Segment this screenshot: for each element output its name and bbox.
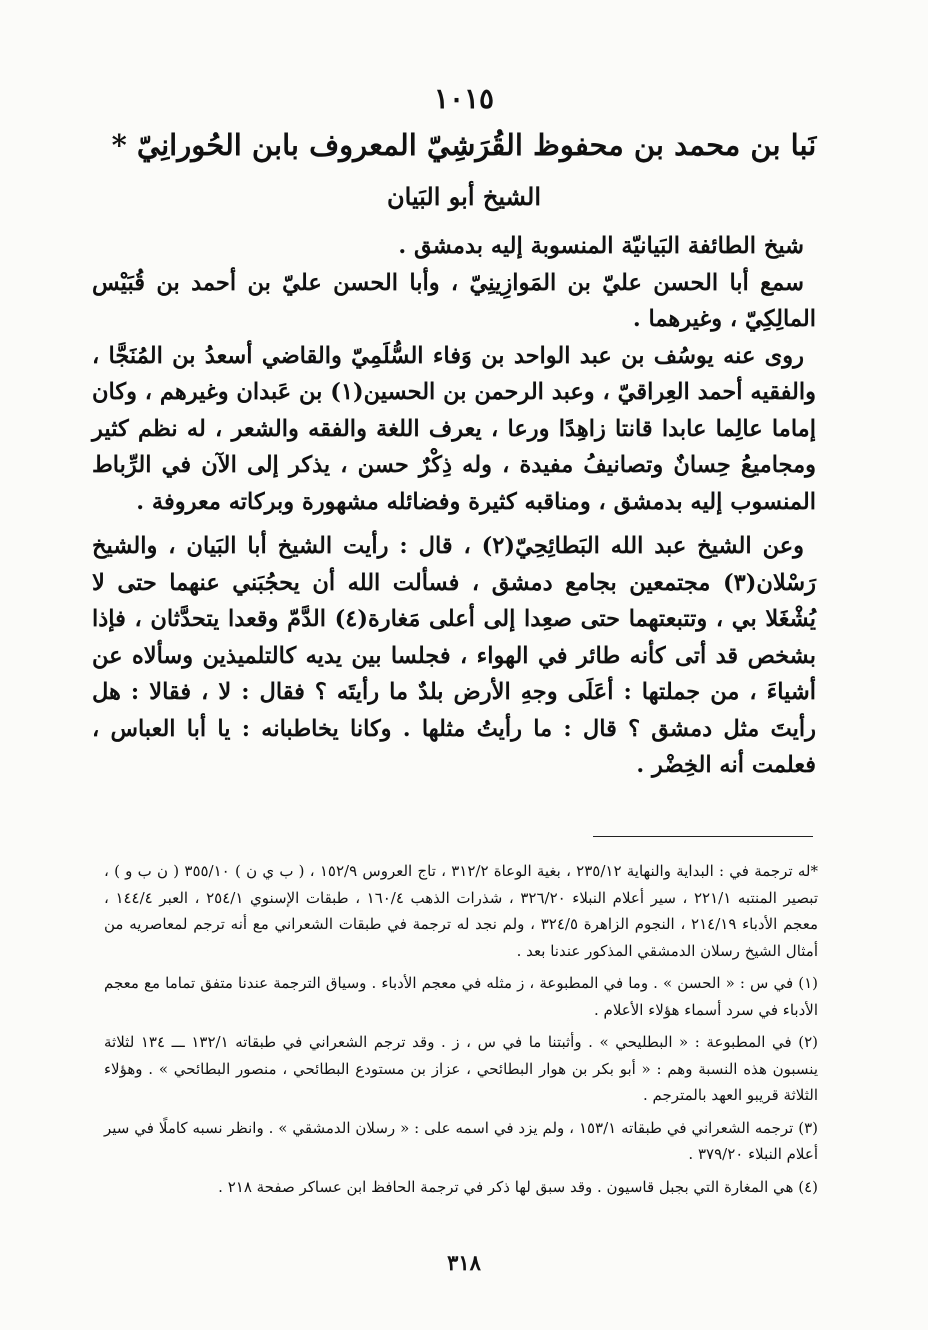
entry-title: نَبا بن محمد بن محفوظ القُرَشِيّ المعروف بابن الحُورانِيّ *	[111, 128, 817, 162]
paragraph: روى عنه يوسُف بن عبد الواحد بن وَفاء السُّلَمِيّ والقاضي أسعدُ بن المُنَجَّا ، والفقيه أحمد العِراقيّ ، وعبد الرحمن بن الحسين(١) بن عَبدان وغيرهم ، وكان إماما عالِما عابدا قانتا زاهِدًا ورعا ، يعرف اللغة والفقه والشعر ، له نظم كثير ومجاميعُ حِسانٌ وتصانيفُ مفيدة ، وله ذِكْرٌ حسن ، يذكر إلى الآن في الرِّباط المنسوب إليه بدمشق ، ومناقبه كثيرة وفضائله مشهورة وبركاته معروفة .	[92, 342, 816, 515]
footnote: (١) في س : « الحسن » . وما في المطبوعة ، ز مثله في معجم الأدباء . وسياق الترجمة عندنا متفق تماما مع معجم الأدباء في سرد أسماء هؤلاء الأعلام .	[104, 974, 818, 1019]
entry-subtitle: الشيخ أبو البَيان	[387, 182, 541, 211]
entry-number: ١٠١٥	[433, 82, 495, 115]
footnote-divider	[593, 836, 813, 837]
paragraph: وعن الشيخ عبد الله البَطائِحِيّ(٢) ، قال : رأيت الشيخ أبا البَيان ، والشيخ رَسْلان(٣) مجتمعين بجامع دمشق ، فسألت الله أن يحجُبَني عنهما حتى لا يُشْغَلا بي ، وتتبعتهما حتى صعِدا إلى أعلى مَغارة(٤) الدَّمّ وقعدا يتحدَّثان ، فإذا بشخص قد أتى كأنه طائر في الهواء ، فجلسا بين يديه كالتلميذين وسألاه عن أشياءَ ، من جملتها : أعَلَى وجهِ الأرض بلدٌ ما رأيتَه ؟ فقال : لا ، فقالا : هل رأيتَ مثل دمشق ؟ قال : ما رأيتُ مثلها . وكانا يخاطبانه : يا أبا العباس ، فعلمت أنه الخِضْر .	[92, 533, 816, 778]
paragraph: سمع أبا الحسن عليّ بن المَوازِينِيّ ، وأبا الحسن عليّ بن أحمد بن قُبَيْس المالِكِيّ ، وغيرهما .	[92, 269, 816, 332]
biography-text	[92, 228, 816, 784]
paragraph: شيخ الطائفة البَيانيّة المنسوبة إليه بدمشق .	[398, 233, 804, 259]
footnotes	[104, 858, 818, 1206]
footnote: (٢) في المطبوعة : « البطليحي » . وأثبتنا ما في س ، ز . وقد ترجم الشعراني في طبقاته ١٣٢/١ ـــ ١٣٤ لثلاثة ينسبون هذه النسبة وهم : « أبو بكر بن هوار البطائحي ، عزاز بن مستودع البطائحي ، منصور البطائحي » . وهؤلاء الثلاثة قريبو العهد بالمترجم .	[104, 1033, 818, 1104]
footnote: (٤) هي المغارة التي بجبل قاسيون . وقد سبق لها ذكر في ترجمة الحافظ ابن عساكر صفحة ٢١٨ .	[218, 1177, 818, 1196]
footnote: (٣) ترجمه الشعراني في طبقاته ١٥٣/١ ، ولم يزد في اسمه على : « رسلان الدمشقي » . وانظر نسبه كاملًا في سير أعلام النبلاء ٣٧٩/٢٠ .	[104, 1118, 818, 1163]
footnote: *له ترجمة في : البداية والنهاية ٢٣٥/١٢ ، بغية الوعاة ٣١٢/٢ ، تاج العروس ١٥٢/٩ ، ( ب ي ن ) ٣٥٥/١٠ ( ن ب و ) ، تبصير المنتبه ٢٢١/١ ، سير أعلام النبلاء ٣٢٦/٢٠ ، شذرات الذهب ١٦٠/٤ ، طبقات الإسنوي ٢٥٤/١ ، العبر ١٤٤/٤ ، معجم الأدباء ٢١٤/١٩ ، النجوم الزاهرة ٣٢٤/٥ ، ولم نجد له ترجمة في طبقات الشعراني مع أنه ترجم لمعاصريه من أمثال الشيخ رسلان الدمشقي المذكور عندنا بعد .	[104, 862, 819, 960]
page-number: ٣١٨	[447, 1250, 481, 1275]
